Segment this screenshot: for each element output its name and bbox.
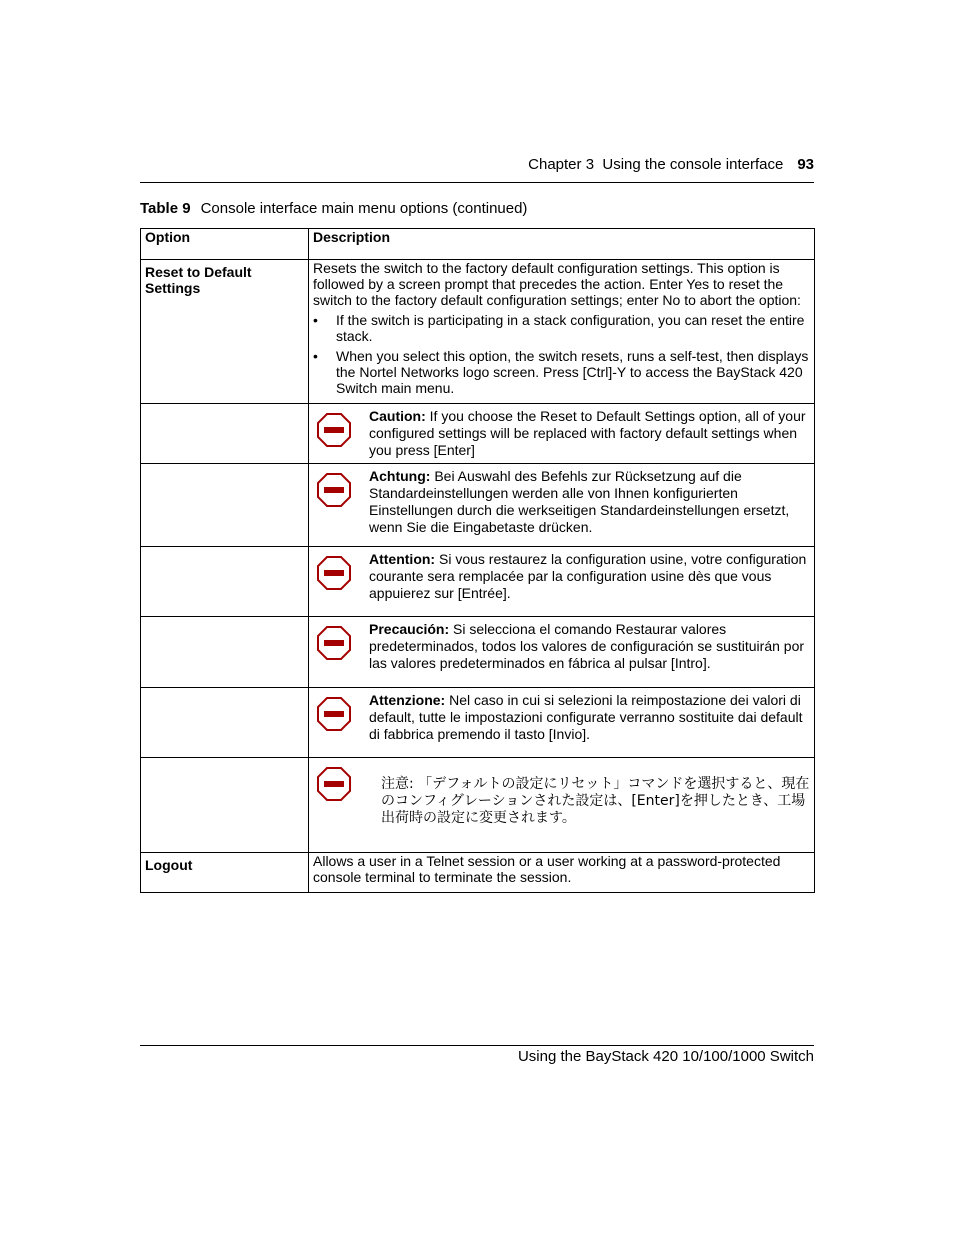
table-row-warning-de [141,464,815,547]
warning-cell [309,464,815,547]
warning-text: Caution: If you choose the Reset to Default Settings option, all of your configured settings will be replaced with factory default settings when you press [Enter] [369,408,806,458]
warning-cell [309,547,815,617]
warning-text: 注意: 「デフォルトの設定にリセット」コマンドを選択すると、現在のコンフィグレーションされた設定は、[Enter]を押したとき、工場出荷時の設定に変更されます。 [381,776,810,826]
stop-sign-icon [317,473,351,507]
chapter-title: Chapter 3 Using the console interface [528,156,784,173]
stop-sign-icon [317,626,351,660]
warning-text: Attenzione: Nel caso in cui si selezioni la reimpostazione dei valori di default, tutte le impostazioni configurate verranno sostituite dai default di fabbrica premendo il tasto [Invio]. [369,692,803,742]
empty-option-cell [141,758,309,853]
column-header-description: Description [309,229,815,260]
options-table [140,228,815,893]
stop-sign-icon [317,556,351,590]
table-header-row [141,229,815,260]
table-title: Console interface main menu options (continued) [200,200,528,217]
footer-rule [140,1045,814,1046]
warning-text: Precaución: Si selecciona el comando Restaurar valores predeterminados, todos los valores de configuración se sustituirán por las valores predeterminados en fábrica al pulsar [Intro]. [369,621,805,671]
list-item: • If the switch is participating in a stack configuration, you can reset the entire stack. [313,312,805,344]
option-logout: Logout [141,853,309,893]
list-item: • When you select this option, the switch resets, runs a self-test, then displays the Nortel Networks logo screen. Press [Ctrl]-Y to access the BayStack 420 Switch main menu. [313,348,809,396]
table-row-reset [141,260,815,404]
warning-cell [309,404,815,464]
stop-sign-icon [317,413,351,447]
column-header-option: Option [141,229,309,260]
table-caption [140,200,527,217]
option-reset: Reset to Default Settings [141,260,309,404]
empty-option-cell [141,688,309,758]
warning-cell [309,688,815,758]
table-row-logout [141,853,815,893]
warning-cell [309,617,815,688]
table-row-warning-fr [141,547,815,617]
description-logout: Allows a user in a Telnet session or a user working at a password-protected console terminal to terminate the session. [309,853,815,893]
reset-description-text: Resets the switch to the factory default configuration settings. This option is followed by a screen prompt that precedes the action. Enter Yes to reset the switch to the factory default configuration settings; enter No to abort the option: [313,260,801,308]
warning-text: Achtung: Bei Auswahl des Befehls zur Rücksetzung auf die Standardeinstellungen werden alle von Ihnen konfigurierten Einstellungen durch die werkseitigen Standardeinstellungen ersetzt, wenn Sie die Eingabetaste drücken. [369,468,790,535]
reset-bullet-list [313,312,810,396]
table-row-warning-it [141,688,815,758]
empty-option-cell [141,547,309,617]
warning-cell [309,758,815,853]
description-reset [309,260,815,404]
page-number: 93 [797,156,814,173]
table-row-warning-es [141,617,815,688]
table-row-warning-en [141,404,815,464]
stop-sign-icon [317,697,351,731]
table-row-warning-ja [141,758,815,853]
table-number: Table 9 [140,200,191,217]
footer-text: Using the BayStack 420 10/100/1000 Switch [517,1048,814,1065]
stop-sign-icon [317,767,351,801]
page-header [140,156,814,183]
empty-option-cell [141,404,309,464]
warning-text: Attention: Si vous restaurez la configuration usine, votre configuration courante sera remplacée par la configuration usine dès que vous appuierez sur [Entrée]. [369,551,807,601]
empty-option-cell [141,464,309,547]
empty-option-cell [141,617,309,688]
